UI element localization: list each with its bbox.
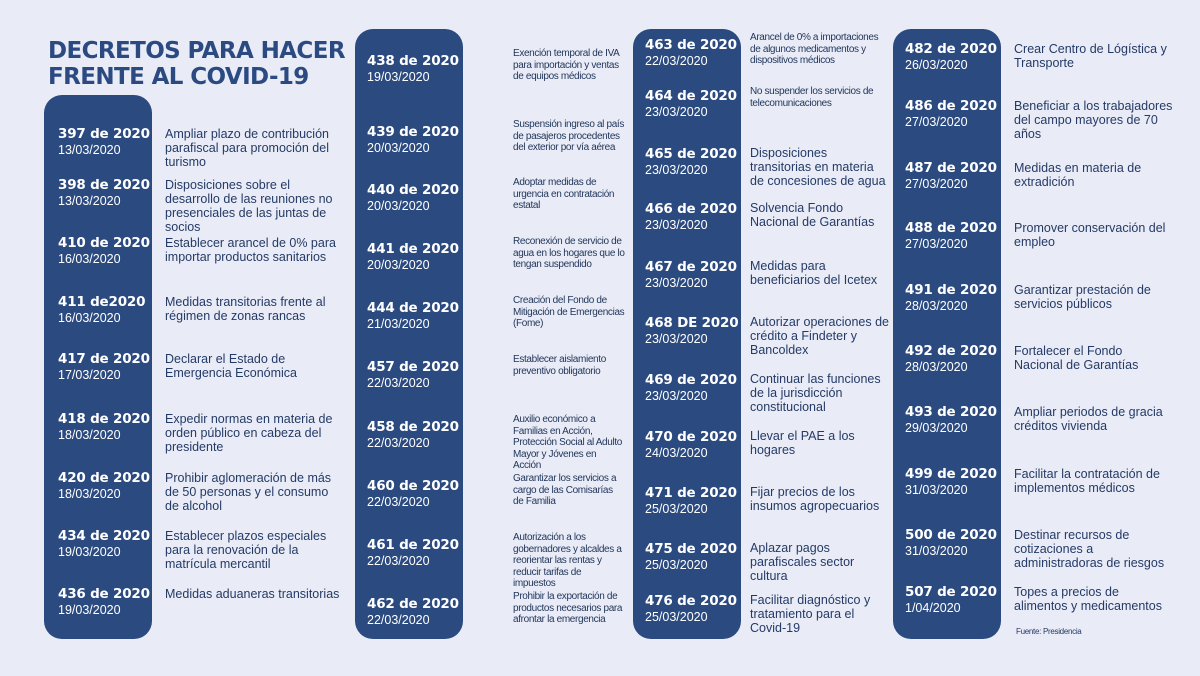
decree-date: 25/03/2020 [645,610,708,624]
decree-description: Continuar las funciones de la jurisdicción constitucional [750,372,881,414]
decree-description: Autorización a los gobernadores y alcaldes a reorientar las rentas y reducir tarifas de impuestos [513,532,622,590]
decree-description: Auxilio económico a Familias en Acción, Protección Social al Adulto Mayor y Jóvenes en Acción [513,414,622,472]
decree-description: Fortalecer el Fondo Nacional de Garantías [1014,344,1139,372]
decree-date: 27/03/2020 [905,115,968,129]
decree-date: 25/03/2020 [645,558,708,572]
decree-description: Suspensión ingreso al país de pasajeros procedentes del exterior por vía aérea [513,119,624,154]
decree-description: Medidas transitorias frente al régimen de zonas rancas [165,295,326,323]
decree-date: 22/03/2020 [367,376,430,390]
decree-number: 499 de 2020 [905,466,997,482]
decree-number: 397 de 2020 [58,126,150,142]
decree-number: 471 de 2020 [645,485,737,501]
decree-number: 465 de 2020 [645,146,737,162]
source-note: Fuente: Presidencia [1016,627,1082,636]
decree-number: 418 de 2020 [58,411,150,427]
decree-description: Facilitar diagnóstico y tratamiento para el Covid-19 [750,593,871,635]
decree-number: 434 de 2020 [58,528,150,544]
decree-date: 20/03/2020 [367,199,430,213]
decree-description: Creación del Fondo de Mitigación de Emergencias (Fome) [513,295,625,330]
decree-description: Garantizar los servicios a cargo de las Comisarías de Familia [513,473,617,508]
decree-description: Exención temporal de IVA para importación y ventas de equipos médicos [513,48,619,83]
decree-number: 444 de 2020 [367,300,459,316]
decree-description: Beneficiar a los trabajadores del campo mayores de 70 años [1014,99,1173,141]
decree-date: 22/03/2020 [367,436,430,450]
decree-date: 20/03/2020 [367,141,430,155]
decree-date: 24/03/2020 [645,446,708,460]
decree-number: 410 de 2020 [58,235,150,251]
decree-number: 441 de 2020 [367,241,459,257]
title-line-1: DECRETOS PARA HACER [48,38,345,64]
decree-number: 411 de2020 [58,294,146,310]
decree-number: 467 de 2020 [645,259,737,275]
decree-description: Reconexión de servicio de agua en los hogares que lo tengan suspendido [513,236,625,271]
decree-number: 482 de 2020 [905,41,997,57]
decree-date: 1/04/2020 [905,601,961,615]
decree-description: Llevar el PAE a los hogares [750,429,855,457]
decree-date: 16/03/2020 [58,311,121,325]
decree-number: 500 de 2020 [905,527,997,543]
decree-date: 23/03/2020 [645,218,708,232]
page-title [48,38,348,90]
decree-description: Arancel de 0% a importaciones de algunos medicamentos y dispositivos médicos [750,32,879,67]
decree-number: 460 de 2020 [367,478,459,494]
decree-date: 20/03/2020 [367,258,430,272]
decree-date: 19/03/2020 [58,545,121,559]
decree-number: 491 de 2020 [905,282,997,298]
decree-description: Fijar precios de los insumos agropecuarios [750,485,880,513]
decree-date: 27/03/2020 [905,237,968,251]
decree-date: 19/03/2020 [367,70,430,84]
decree-number: 469 de 2020 [645,372,737,388]
decree-description: Topes a precios de alimentos y medicamentos [1014,585,1162,613]
decree-date: 29/03/2020 [905,421,968,435]
decree-description: Ampliar periodos de gracia créditos vivienda [1014,405,1163,433]
decree-date: 23/03/2020 [645,389,708,403]
decree-number: 440 de 2020 [367,182,459,198]
decree-date: 17/03/2020 [58,368,121,382]
decree-number: 458 de 2020 [367,419,459,435]
decree-description: Prohibir aglomeración de más de 50 personas y el consumo de alcohol [165,471,332,513]
decree-date: 28/03/2020 [905,299,968,313]
decree-number: 475 de 2020 [645,541,737,557]
decree-date: 22/03/2020 [645,54,708,68]
decree-number: 464 de 2020 [645,88,737,104]
decree-description: Establecer plazos especiales para la renovación de la matrícula mercantil [165,529,327,571]
decree-number: 486 de 2020 [905,98,997,114]
decree-date: 21/03/2020 [367,317,430,331]
decree-date: 26/03/2020 [905,58,968,72]
decree-number: 462 de 2020 [367,596,459,612]
decree-number: 493 de 2020 [905,404,997,420]
decree-description: Destinar recursos de cotizaciones a administradoras de riesgos [1014,528,1165,570]
decree-description: No suspender los servicios de telecomunicaciones [750,86,874,109]
decree-number: 470 de 2020 [645,429,737,445]
decree-number: 463 de 2020 [645,37,737,53]
decree-description: Autorizar operaciones de crédito a Findeter y Bancoldex [750,315,889,357]
decree-number: 507 de 2020 [905,584,997,600]
decree-number: 436 de 2020 [58,586,150,602]
decree-date: 27/03/2020 [905,177,968,191]
decree-date: 23/03/2020 [645,332,708,346]
decree-date: 13/03/2020 [58,194,121,208]
decree-description: Solvencia Fondo Nacional de Garantías [750,201,875,229]
decree-description: Crear Centro de Lógística y Transporte [1014,42,1167,70]
decree-number: 466 de 2020 [645,201,737,217]
decree-number: 420 de 2020 [58,470,150,486]
decree-description: Disposiciones sobre el desarrollo de las reuniones no presenciales de las juntas de socios [165,178,333,234]
decree-number: 398 de 2020 [58,177,150,193]
decree-date: 23/03/2020 [645,163,708,177]
decree-date: 18/03/2020 [58,487,121,501]
decree-description: Prohibir la exportación de productos necesarios para afrontar la emergencia [513,591,623,626]
decree-description: Aplazar pagos parafiscales sector cultura [750,541,855,583]
decree-description: Garantizar prestación de servicios públicos [1014,283,1151,311]
decree-date: 28/03/2020 [905,360,968,374]
decree-description: Expedir normas en materia de orden público en cabeza del presidente [165,412,333,454]
decree-number: 492 de 2020 [905,343,997,359]
decree-number: 439 de 2020 [367,124,459,140]
decree-description: Establecer aislamiento preventivo obligatorio [513,354,606,377]
decree-number: 417 de 2020 [58,351,150,367]
decree-date: 23/03/2020 [645,105,708,119]
decree-description: Medidas para beneficiarios del Icetex [750,259,878,287]
decree-number: 476 de 2020 [645,593,737,609]
decree-date: 18/03/2020 [58,428,121,442]
decree-number: 487 de 2020 [905,160,997,176]
decree-description: Establecer arancel de 0% para importar productos sanitarios [165,236,336,264]
decree-description: Adoptar medidas de urgencia en contratación estatal [513,177,615,212]
decree-description: Ampliar plazo de contribución parafiscal para promoción del turismo [165,127,329,169]
decree-number: 438 de 2020 [367,53,459,69]
decree-date: 22/03/2020 [367,554,430,568]
decree-date: 23/03/2020 [645,276,708,290]
decree-description: Declarar el Estado de Emergencia Económica [165,352,298,380]
decree-number: 461 de 2020 [367,537,459,553]
decree-date: 31/03/2020 [905,544,968,558]
decree-number: 457 de 2020 [367,359,459,375]
decree-description: Medidas aduaneras transitorias [165,587,340,601]
decree-date: 22/03/2020 [367,613,430,627]
decree-date: 31/03/2020 [905,483,968,497]
decree-date: 19/03/2020 [58,603,121,617]
decree-description: Facilitar la contratación de implementos médicos [1014,467,1160,495]
decree-number: 468 DE 2020 [645,315,739,331]
decree-description: Medidas en materia de extradición [1014,161,1142,189]
decree-date: 22/03/2020 [367,495,430,509]
decree-date: 16/03/2020 [58,252,121,266]
decree-description: Disposiciones transitorias en materia de concesiones de agua [750,146,886,188]
decree-date: 13/03/2020 [58,143,121,157]
decree-number: 488 de 2020 [905,220,997,236]
decree-date: 25/03/2020 [645,502,708,516]
title-line-2: FRENTE AL COVID-19 [48,64,309,90]
decree-description: Promover conservación del empleo [1014,221,1166,249]
